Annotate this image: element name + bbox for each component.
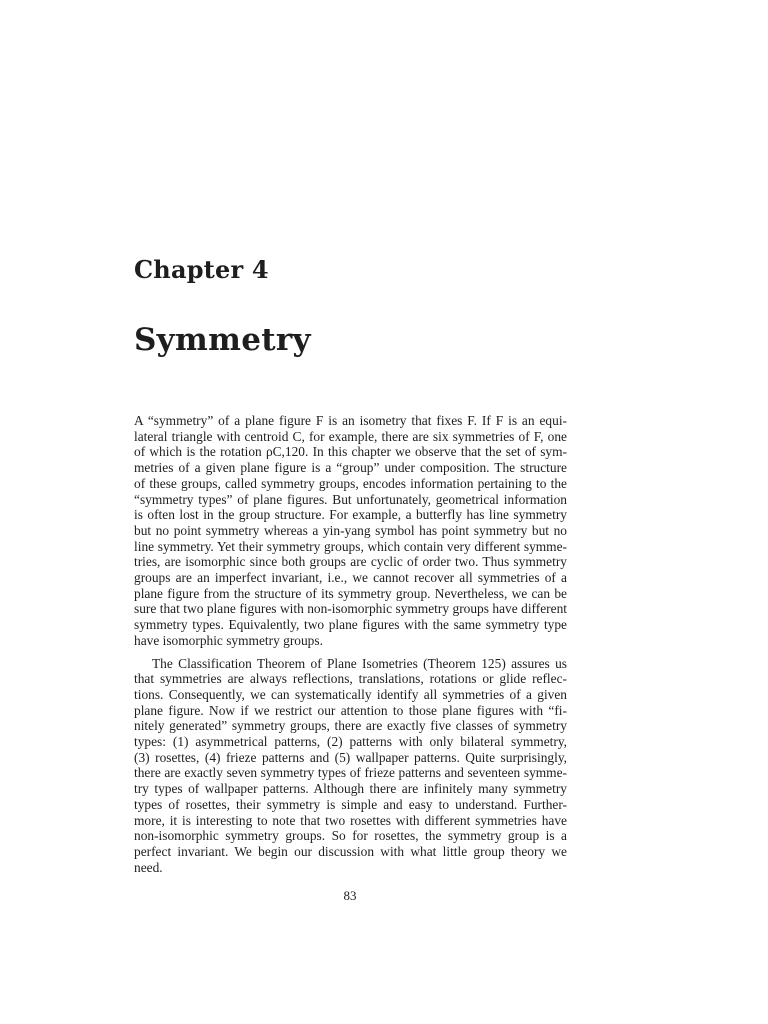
text-line: types: (1) asymmetrical patterns, (2) patterns with only bilateral symmetry, (134, 734, 567, 750)
chapter-label: Chapter 4 (134, 255, 269, 284)
page-number: 83 (343, 888, 357, 903)
chapter-introduction (134, 413, 567, 875)
text-line: plane figure. Now if we restrict our attention to those plane figures with “fi- (134, 702, 567, 718)
text-line: tions. Consequently, we can systematically identify all symmetries of a given (134, 686, 567, 702)
text-line: “symmetry types” of plane figures. But unfortunately, geometrical information (134, 491, 567, 507)
text-line: groups are an imperfect invariant, i.e., we cannot recover all symmetries of a (134, 570, 567, 586)
text-line: is often lost in the group structure. For example, a butterfly has line symmetry (134, 507, 567, 523)
text-line: types of rosettes, their symmetry is simple and easy to understand. Further- (134, 796, 567, 812)
text-line: nitely generated” symmetry groups, there are exactly five classes of symmetry (134, 718, 567, 734)
text-line: of these groups, called symmetry groups, encodes information pertaining to the (134, 475, 567, 491)
text-line: of which is the rotation ρC,120. In this chapter we observe that the set of sym- (134, 444, 567, 460)
text-line: perfect invariant. We begin our discussion with what little group theory we (134, 843, 567, 859)
text-line: symmetry types. Equivalently, two plane figures with the same symmetry type (134, 617, 567, 633)
text-line: A “symmetry” of a plane figure F is an isometry that fixes F. If F is an equi- (134, 413, 567, 428)
text-line: sure that two plane figures with non-isomorphic symmetry groups have different (134, 601, 567, 617)
text-line: tries, are isomorphic since both groups are cyclic of order two. Thus symmetry (134, 554, 567, 570)
text-line: more, it is interesting to note that two rosettes with different symmetries have (134, 812, 567, 828)
text-line: metries of a given plane figure is a “group” under composition. The structure (134, 460, 567, 476)
text-line: there are exactly seven symmetry types of frieze patterns and seventeen symme- (134, 765, 567, 781)
text-line: try types of wallpaper patterns. Although there are infinitely many symmetry (134, 781, 567, 797)
text-line: (3) rosettes, (4) frieze patterns and (5) wallpaper patterns. Quite surprisingly, (134, 749, 567, 765)
text-line: have isomorphic symmetry groups. (134, 632, 323, 648)
text-line: lateral triangle with centroid C, for example, there are six symmetries of F, one (134, 428, 567, 444)
text-line: line symmetry. Yet their symmetry groups, which contain very different symme- (134, 538, 567, 554)
text-line: plane figure from the structure of its symmetry group. Nevertheless, we can be (134, 585, 567, 601)
paragraph-1 (134, 413, 567, 649)
chapter-title: Symmetry (134, 322, 311, 358)
text-line: but no point symmetry whereas a yin-yang symbol has point symmetry but no (134, 522, 567, 538)
paragraph-2 (134, 656, 567, 876)
text-line: The Classification Theorem of Plane Isometries (Theorem 125) assures us (152, 655, 567, 671)
text-line: need. (134, 859, 163, 875)
text-line: that symmetries are always reflections, translations, rotations or glide reflec- (134, 671, 567, 687)
text-line: non-isomorphic symmetry groups. So for rosettes, the symmetry group is a (134, 828, 567, 844)
